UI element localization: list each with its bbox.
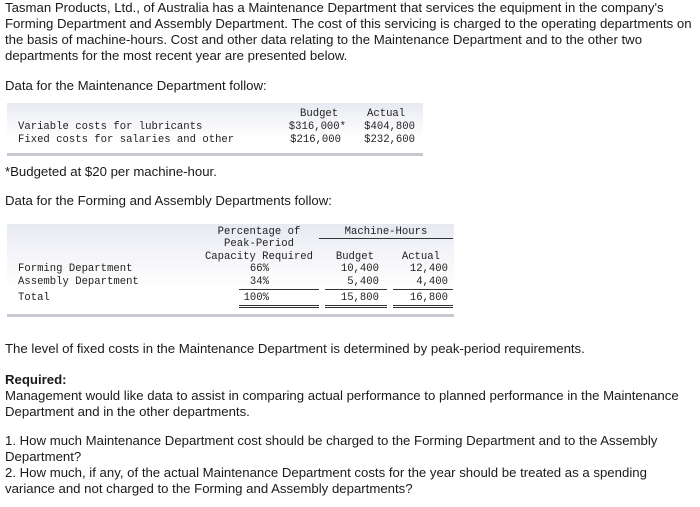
budget-total-rule-2 (325, 307, 387, 308)
required-text: Management would like data to assist in comparing actual performance to planned performance in the Maintenance Department and in the other departments. (5, 388, 679, 419)
maintenance-table-bottom-rule (7, 153, 423, 156)
row-label-variable-costs: Variable costs for lubricants (18, 121, 203, 133)
required-title: Required: (5, 372, 67, 387)
row-label-fixed-costs: Fixed costs for salaries and other (18, 134, 235, 146)
intro-paragraph: Tasman Products, Ltd., of Australia has a Maintenance Department that services the equipment in the company's Forming Department and Assembly Department. The cost of this servicing is charged to the operating departments on the basis of machine-hours. Cost and other data relating to the Maintenance Department and to the other two departments for the most recent year are presented below. (5, 0, 692, 63)
budget-footnote: *Budgeted at $20 per machine-hour. (5, 164, 217, 179)
pct-header-line-3: Capacity Required (204, 251, 314, 263)
mh-budget-header: Budget (335, 251, 374, 263)
questions-section (5, 433, 697, 497)
maintenance-budget-header: Budget (300, 108, 339, 120)
departments-data-table (7, 224, 454, 313)
total-pct: 100% (243, 292, 269, 304)
pct-total-rule-2 (239, 307, 319, 308)
maintenance-data-heading: Data for the Maintenance Department follow: (5, 78, 267, 93)
variable-costs-actual: $404,800 (364, 121, 415, 133)
actual-total-rule-1 (393, 305, 453, 306)
fixed-costs-actual: $232,600 (364, 134, 415, 146)
actual-subtotal-rule (393, 289, 453, 290)
maintenance-data-table (7, 103, 423, 153)
actual-total-rule-2 (393, 307, 453, 308)
fixed-cost-note: The level of fixed costs in the Maintenance Department is determined by peak-period requirements. (5, 341, 585, 356)
pct-total-rule-1 (239, 305, 319, 306)
assembly-pct: 34% (249, 276, 269, 288)
budget-subtotal-rule (325, 289, 387, 290)
forming-budget-hours: 10,400 (340, 263, 379, 275)
maintenance-actual-header: Actual (367, 108, 406, 120)
row-label-total: Total (18, 292, 50, 304)
variable-costs-budget: $316,000* (288, 121, 346, 133)
departments-data-heading: Data for the Forming and Assembly Departments follow: (5, 193, 332, 208)
budget-total-rule-1 (325, 305, 387, 306)
pct-header-line-2: Peak-Period (224, 238, 294, 250)
pct-header-line-1: Percentage of (217, 226, 301, 238)
row-label-assembly: Assembly Department (18, 276, 139, 288)
pct-subtotal-rule (239, 289, 319, 290)
departments-table-bottom-rule (7, 314, 454, 317)
fixed-costs-budget: $216,000 (290, 134, 341, 146)
forming-actual-hours: 12,400 (409, 263, 448, 275)
assembly-actual-hours: 4,400 (416, 276, 448, 288)
machine-hours-underline (319, 238, 453, 239)
required-section (5, 372, 697, 420)
question-2: 2. How much, if any, of the actual Maintenance Department costs for the year should be treated as a spending variance and not charged to the Forming and Assembly departments? (5, 465, 647, 496)
machine-hours-header: Machine-Hours (344, 226, 428, 238)
row-label-forming: Forming Department (18, 263, 133, 275)
total-budget-hours: 15,800 (340, 292, 379, 304)
forming-pct: 66% (249, 263, 269, 275)
total-actual-hours: 16,800 (409, 292, 448, 304)
assembly-budget-hours: 5,400 (347, 276, 379, 288)
mh-actual-header: Actual (401, 251, 440, 263)
question-1: 1. How much Maintenance Department cost should be charged to the Forming Department and to the Assembly Department? (5, 433, 658, 464)
